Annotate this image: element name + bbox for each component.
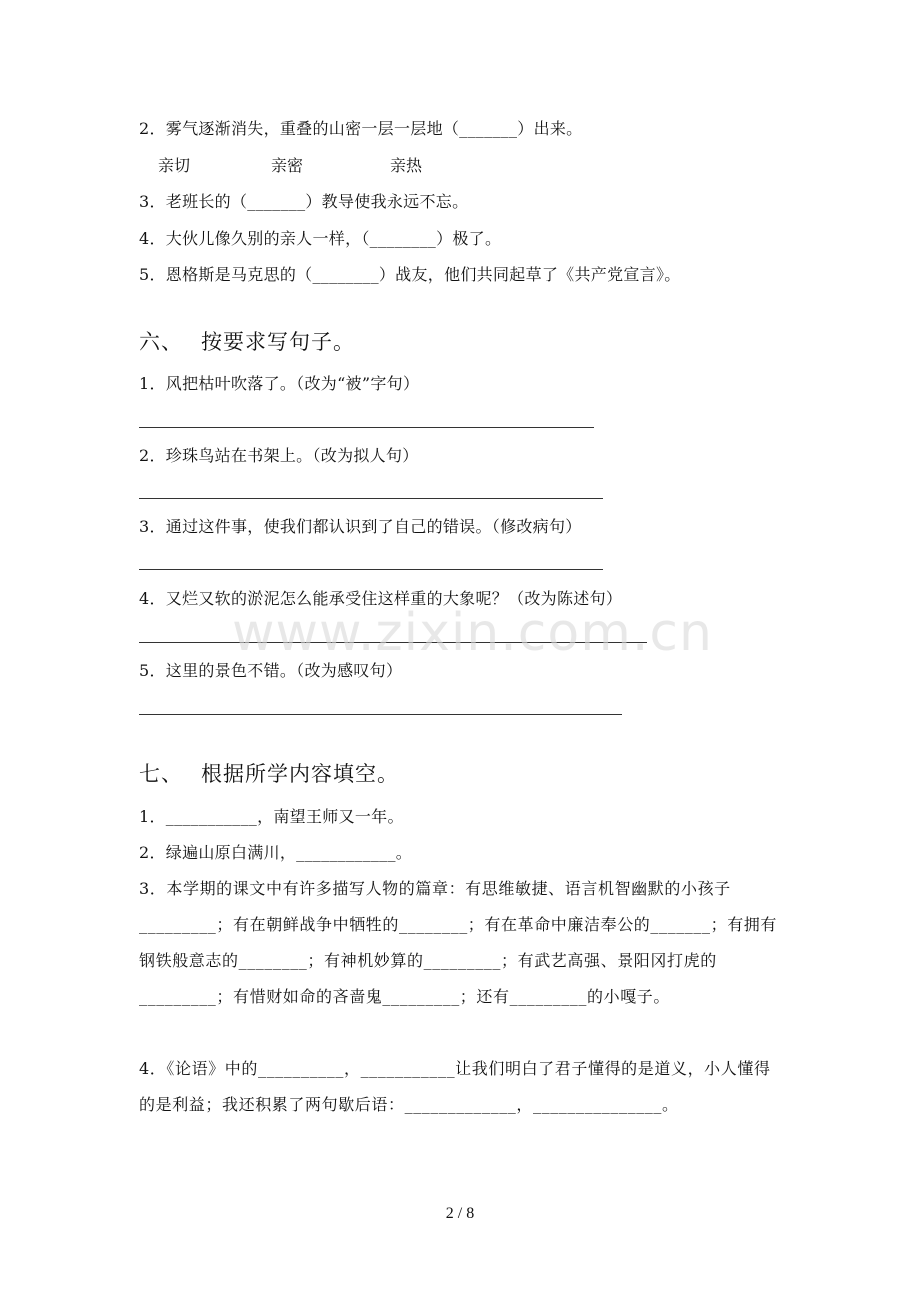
rewrite-item-3: 3．通过这件事，使我们都认识到了自己的错误。（修改病句） xyxy=(139,517,582,536)
answer-line[interactable] xyxy=(139,569,603,570)
fill-poem-2: 2．绿遍山原白满川，____________。 xyxy=(139,843,413,862)
section-6-heading xyxy=(139,328,355,356)
rewrite-item-5: 5．这里的景色不错。（改为感叹句） xyxy=(139,661,403,680)
watermark: www.zixin.com.cn xyxy=(232,603,713,663)
fill-item-5: 5．恩格斯是马克思的（________）战友，他们共同起草了《共产党宣言》。 xyxy=(139,265,681,284)
rewrite-item-4: 4．又烂又软的淤泥怎么能承受住这样重的大象呢？（改为陈述句） xyxy=(139,589,623,608)
rewrite-item-2: 2．珍珠鸟站在书架上。（改为拟人句） xyxy=(139,446,419,465)
section-title: 按要求写句子。 xyxy=(201,330,355,354)
rewrite-item-1: 1．风把枯叶吹落了。（改为“被”字句） xyxy=(139,374,420,393)
word-option: 亲切 xyxy=(158,156,191,175)
section-title: 根据所学内容填空。 xyxy=(201,762,399,786)
section-7-heading xyxy=(139,760,399,788)
word-option: 亲热 xyxy=(390,156,423,175)
section-number: 六、 xyxy=(139,330,183,354)
answer-line[interactable] xyxy=(139,498,603,499)
word-option: 亲密 xyxy=(271,156,304,175)
fill-item-4: 4．大伙儿像久别的亲人一样，（________）极了。 xyxy=(139,229,502,248)
fill-characters-paragraph: 3．本学期的课文中有许多描写人物的篇章：有思维敏捷、语言机智幽默的小孩子_________；有在朝鲜战争中牺牲的________；有在革命中廉洁奉公的_______；有拥有钢铁般意志的________；有神机妙算的_________；有武艺高强、景阳冈打虎的_________；有惜财如命的吝啬鬼_________；还有_________的小嘎子。 xyxy=(139,879,778,1006)
answer-line[interactable] xyxy=(139,427,594,428)
page-number: 2 / 8 xyxy=(445,1205,475,1222)
answer-line[interactable] xyxy=(139,714,622,715)
fill-poem-1: 1．___________，南望王师又一年。 xyxy=(139,807,404,826)
fill-item-2: 2．雾气逐渐消失，重叠的山密一层一层地（_______）出来。 xyxy=(139,119,583,138)
fill-item-3: 3．老班长的（_______）教导使我永远不忘。 xyxy=(139,192,469,211)
section-number: 七、 xyxy=(139,762,183,786)
fill-lunyu-paragraph: 4．《论语》中的__________，___________让我们明白了君子懂得的是道义，小人懂得的是利益；我还积累了两句歇后语：_____________，_______________。 xyxy=(139,1059,771,1114)
